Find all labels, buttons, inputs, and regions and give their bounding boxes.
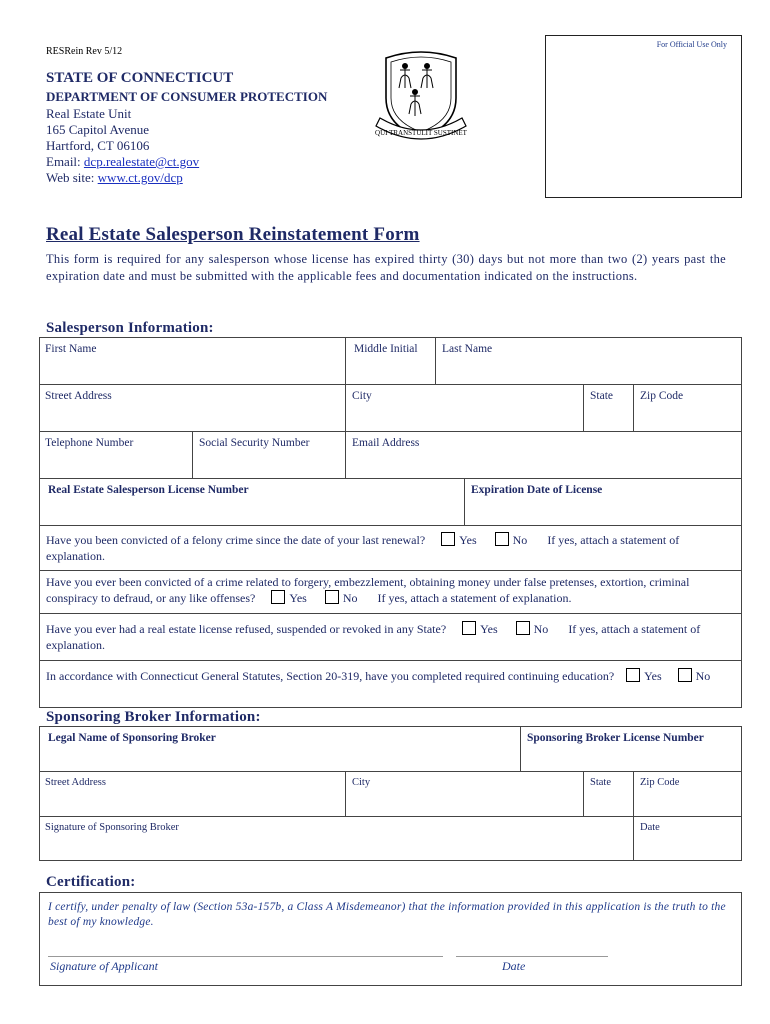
city-field[interactable]: City	[352, 390, 372, 402]
zip-code-field[interactable]: Zip Code	[640, 390, 684, 402]
forgery-no-checkbox[interactable]	[325, 590, 339, 604]
question-felony-text: Have you been convicted of a felony crime since the date of your last renewal?	[46, 533, 426, 547]
felony-attach-note: If yes, attach a statement of	[547, 533, 680, 547]
forgery-attach-note: If yes, attach a statement of explanation.	[377, 591, 572, 605]
unit-name: Real Estate Unit	[46, 106, 132, 121]
applicant-date-label: Date	[502, 959, 526, 973]
broker-state-field[interactable]: State	[590, 777, 611, 788]
question-forgery-line2: conspiracy to defraud, or any like offenses?	[46, 591, 256, 605]
state-title: STATE OF CONNECTICUT	[46, 70, 234, 86]
felony-no-label: No	[512, 533, 528, 547]
expiration-date-field[interactable]: Expiration Date of License	[471, 484, 603, 496]
felony-yes-checkbox[interactable]	[441, 532, 455, 546]
ce-no-checkbox[interactable]	[678, 668, 692, 682]
question-felony	[46, 532, 736, 564]
certification-text: I certify, under penalty of law (Section 53a-157b, a Class A Misdemeanor) that the information provided in this application is the truth to the best of my knowledge.	[48, 901, 726, 928]
certification-heading: Certification:	[46, 874, 136, 890]
intro-paragraph: This form is required for any salesperson whose license has expired thirty (30) days but not more than two (2) years past the expiration date and must be submitted with the applicable fees and documentation indicated on the instructions.	[46, 252, 726, 283]
revoked-attach-note: If yes, attach a statement of	[568, 622, 701, 636]
broker-license-number-field[interactable]: Sponsoring Broker License Number	[527, 732, 704, 744]
email-line	[46, 154, 199, 170]
question-ce-text: In accordance with Connecticut General Statutes, Section 20-319, have you completed required continuing education?	[46, 669, 615, 683]
official-use-label: For Official Use Only	[656, 40, 727, 49]
felony-attach-cont: explanation.	[46, 549, 105, 563]
state-field[interactable]: State	[590, 390, 613, 402]
question-revoked-text: Have you ever had a real estate license refused, suspended or revoked in any State?	[46, 622, 447, 636]
ce-yes-label: Yes	[644, 669, 662, 683]
address-line-2: Hartford, CT 06106	[46, 138, 150, 153]
street-address-field[interactable]: Street Address	[45, 390, 112, 402]
forgery-no-label: No	[342, 591, 358, 605]
ssn-field[interactable]: Social Security Number	[199, 437, 310, 449]
question-license-revoked	[46, 621, 736, 653]
email-label: Email:	[46, 154, 81, 169]
revoked-yes-checkbox[interactable]	[462, 621, 476, 635]
form-code: RESRein Rev 5/12	[46, 46, 123, 57]
telephone-field[interactable]: Telephone Number	[45, 437, 134, 449]
broker-date-field[interactable]: Date	[640, 822, 660, 833]
revoked-no-label: No	[533, 622, 549, 636]
salesperson-heading: Salesperson Information:	[46, 320, 214, 336]
license-number-field[interactable]: Real Estate Salesperson License Number	[48, 484, 249, 496]
felony-no-checkbox[interactable]	[495, 532, 509, 546]
applicant-date-line[interactable]	[456, 956, 608, 957]
department-title: DEPARTMENT OF CONSUMER PROTECTION	[46, 89, 328, 104]
form-title: Real Estate Salesperson Reinstatement Form	[46, 224, 420, 245]
middle-initial-field[interactable]: Middle Initial	[354, 343, 418, 355]
broker-zip-field[interactable]: Zip Code	[640, 777, 680, 788]
revoked-no-checkbox[interactable]	[516, 621, 530, 635]
broker-heading: Sponsoring Broker Information:	[46, 709, 261, 725]
applicant-signature-line[interactable]	[48, 956, 443, 957]
address-line-1: 165 Capitol Avenue	[46, 122, 150, 137]
ce-no-label: No	[695, 669, 711, 683]
email-link[interactable]: dcp.realestate@ct.gov	[83, 154, 200, 169]
forgery-yes-label: Yes	[289, 591, 307, 605]
web-link[interactable]: www.ct.gov/dcp	[97, 170, 183, 185]
applicant-signature-label: Signature of Applicant	[50, 959, 158, 973]
web-label: Web site:	[46, 170, 95, 185]
first-name-field[interactable]: First Name	[45, 343, 97, 355]
broker-street-field[interactable]: Street Address	[45, 777, 106, 788]
web-line	[46, 170, 183, 186]
broker-legal-name-field[interactable]: Legal Name of Sponsoring Broker	[48, 732, 216, 744]
revoked-yes-label: Yes	[480, 622, 498, 636]
revoked-attach-cont: explanation.	[46, 638, 105, 652]
broker-city-field[interactable]: City	[352, 777, 371, 788]
official-use-box	[545, 35, 742, 198]
ce-yes-checkbox[interactable]	[626, 668, 640, 682]
email-address-field[interactable]: Email Address	[352, 437, 420, 449]
question-forgery	[46, 574, 736, 606]
question-continuing-education	[46, 668, 740, 684]
last-name-field[interactable]: Last Name	[442, 343, 493, 355]
question-forgery-line1: Have you ever been convicted of a crime related to forgery, embezzlement, obtaining money under false pretenses, extortion, criminal	[46, 575, 690, 589]
forgery-yes-checkbox[interactable]	[271, 590, 285, 604]
felony-yes-label: Yes	[459, 533, 477, 547]
seal-motto: QUI TRANSTULIT SUSTINET	[375, 129, 467, 137]
state-seal-icon	[372, 48, 470, 148]
broker-signature-field[interactable]: Signature of Sponsoring Broker	[45, 822, 179, 833]
